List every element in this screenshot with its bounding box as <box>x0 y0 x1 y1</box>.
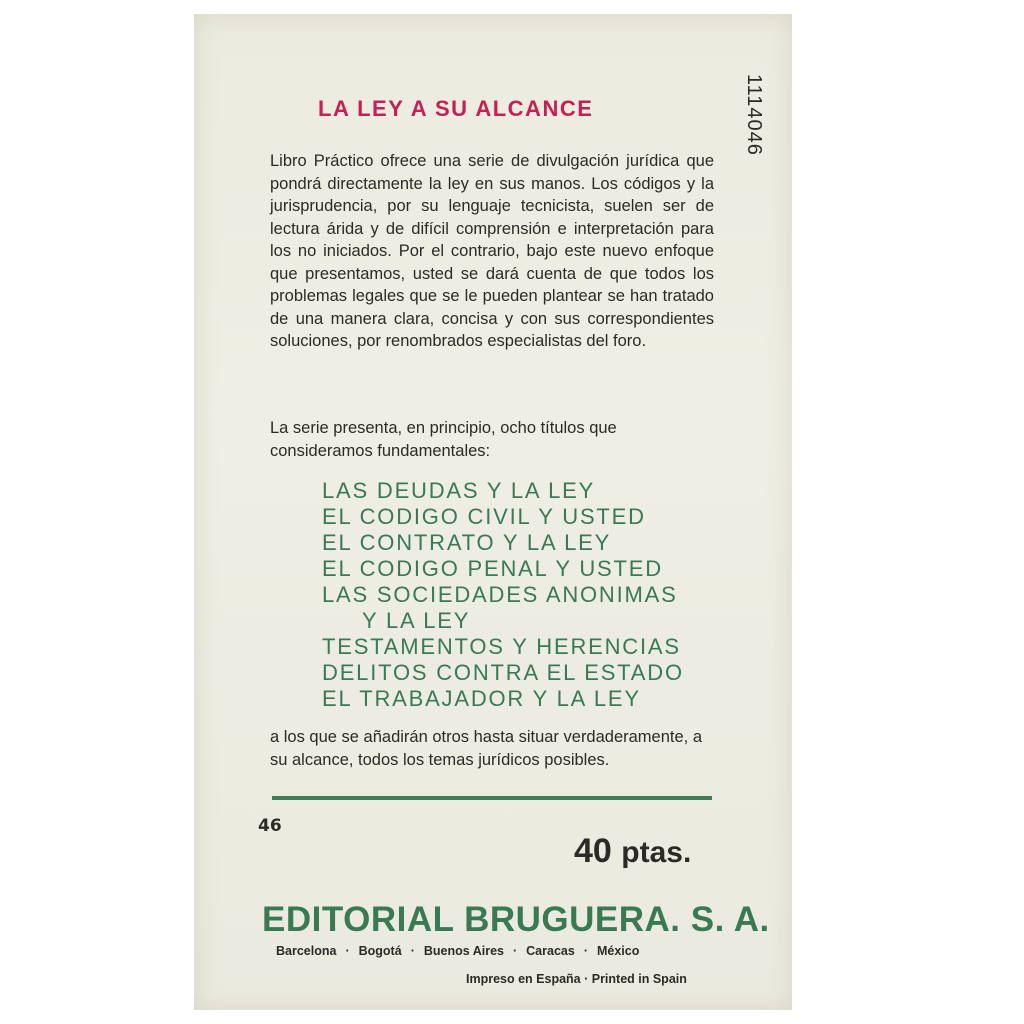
price-unit: ptas. <box>621 836 692 869</box>
list-item: EL TRABAJADOR Y LA LEY <box>322 686 641 711</box>
list-item: EL CODIGO PENAL Y USTED <box>322 556 663 581</box>
list-item: DELITOS CONTRA EL ESTADO <box>322 660 684 685</box>
closing-paragraph: a los que se añadirán otros hasta situar verdaderamente, a su alcance, todos los temas jurídicos posibles. <box>270 728 703 769</box>
publisher-name: EDITORIAL BRUGUERA. S. A. <box>262 900 770 939</box>
printed-in-note: Impreso en España · Printed in Spain <box>466 972 687 986</box>
list-item: TESTAMENTOS Y HERENCIAS <box>322 634 681 659</box>
series-number: 46 <box>258 816 282 836</box>
city: · Bogotá <box>336 944 401 958</box>
city: · México <box>575 944 640 958</box>
list-item: LAS SOCIEDADES ANONIMAS <box>322 582 678 607</box>
catalog-code: 1114046 <box>743 74 765 156</box>
titles-list <box>322 478 684 712</box>
series-title: LA LEY A SU ALCANCE <box>318 96 594 121</box>
city: · Buenos Aires <box>402 944 504 958</box>
city: · Caracas <box>504 944 575 958</box>
price <box>574 832 691 871</box>
city: Barcelona <box>276 944 337 958</box>
list-item: EL CONTRATO Y LA LEY <box>322 530 612 555</box>
list-item: LAS DEUDAS Y LA LEY <box>322 478 596 503</box>
divider-rule <box>272 796 712 800</box>
publisher-cities <box>276 944 639 958</box>
list-item: Y LA LEY <box>362 608 471 633</box>
intro-paragraph: Libro Práctico ofrece una serie de divulgación jurídica que pondrá directamente la ley en sus manos. Los códigos y la jurisprudencia, por su lenguaje tecnicista, suelen ser de lectura árida y de difícil comprensión e interpretación para los no iniciados. Por el contrario, bajo este nuevo enfoque que presentamos, usted se dará cuenta de que todos los problemas legales que se le pueden plantear se han tratado de una manera clara, concisa y con sus correspondientes soluciones, por renombrados especialistas del foro. <box>270 152 714 350</box>
price-amount: 40 <box>574 832 612 870</box>
series-paragraph: La serie presenta, en principio, ocho títulos que consideramos fundamentales: <box>270 419 617 460</box>
book-back-cover <box>194 14 792 1010</box>
list-item: EL CODIGO CIVIL Y USTED <box>322 504 646 529</box>
